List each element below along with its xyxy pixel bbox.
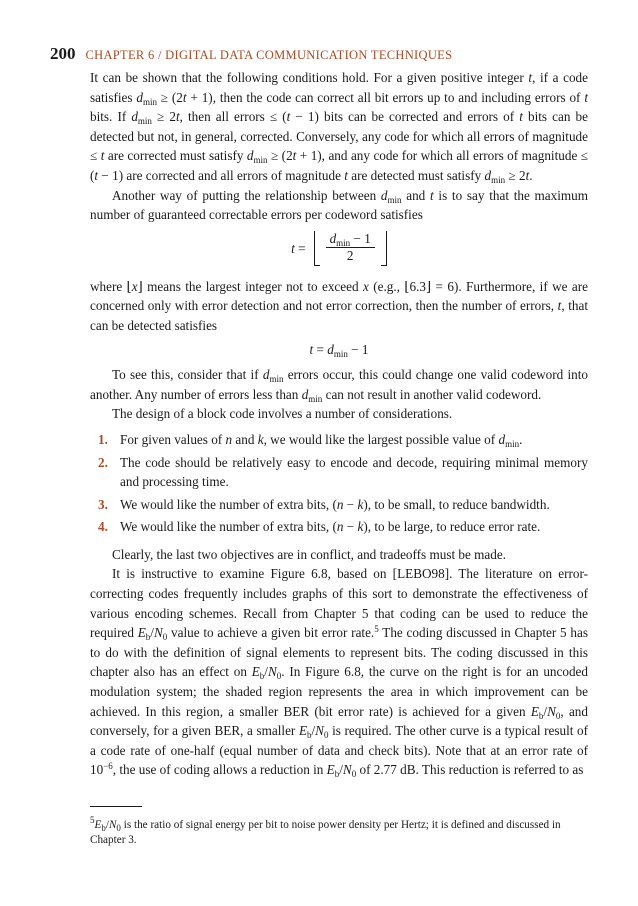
chapter-title: CHAPTER 6 / DIGITAL DATA COMMUNICATION TECHNIQUES	[85, 48, 453, 62]
list-item: 3. We would like the number of extra bits, (n − k), to be small, to reduce bandwidth.	[98, 496, 550, 512]
considerations-list	[90, 430, 588, 537]
equation-detection: $t = d_{min} - 1$	[309, 341, 369, 359]
footnote-marker: 5	[374, 624, 379, 635]
body-text	[90, 68, 588, 780]
list-item: 4. We would like the number of extra bits, (n − k), to be large, to reduce error rate.	[98, 519, 541, 535]
paragraph-relationship: Another way of putting the relationship between $d_{min}$ and t is to say that the maximum number of guaranteed correctable errors per codeword satisfies	[90, 187, 589, 223]
list-item: 1. For given values of n and k, we would like the largest possible value of $d_{min}$.	[98, 431, 523, 449]
list-item: 2. The code should be relatively easy to encode and decode, requiring minimal memory and processing time.	[98, 454, 588, 490]
page-number: 200	[50, 44, 76, 63]
paragraph-explanation: To see this, consider that if $d_{min}$ errors occur, this could change one valid codeword into another. Any number of errors less than $d_{min}$ can not result in another valid codeword.	[90, 367, 588, 404]
footnote-divider	[90, 806, 142, 807]
equation-floor: t = $\frac{d_{min} - 1}{2}$	[90, 227, 588, 271]
footnote: $^5E_b/N_0$ is the ratio of signal energy per bit to noise power density per Hertz; it is defined and discussed in Chapter 3.	[90, 815, 561, 846]
paragraph-floor-definition: where ⌊x⌋ means the largest integer not to exceed x (e.g., ⌊6.3⌋ = 6). Furthermore, if we are concerned only with error detection and not error correction, then the number of errors, t, that can be detected satisfies	[90, 278, 589, 333]
paragraph-figure-discussion: It is instructive to examine Figure 6.8, based on [LEBO98]. The literature on error-correcting codes frequently includes graphs of this sort to demonstrate the effectiveness of various encoding schemes. Recall from Chapter 5 that coding can be used to reduce the required $E_b/N_0$ value to achieve a given bit error rate.$^5$ The coding discussed in Chapter 5 has to do with the definition of signal elements to represent bits. The coding discussed in this chapter also has an effect on $E_b/N_0$. In Figure 6.8, the curve on the right is for an uncoded modulation system; the shaded region represents the area in which improvement can be achieved. In this region, a smaller BER (bit error rate) is achieved for a given $E_b/N_0$, and conversely, for a given BER, a smaller $E_b/N_0$ is required. The other curve is a typical result of a code rate of one-half (equal number of data and check bits). Note that at an error rate of $10^{-6}$, the use of coding allows a reduction in $E_b/N_0$ of 2.77 dB. This reduction is referred to as	[90, 566, 589, 780]
paragraph-tradeoffs: Clearly, the last two objectives are in conflict, and tradeoffs must be made.	[112, 546, 507, 562]
paragraph-considerations: The design of a block code involves a number of considerations.	[112, 406, 453, 422]
running-header	[50, 44, 452, 64]
paragraph-conditions: It can be shown that the following conditions hold. For a given positive integer t, if a code satisfies $d_{min} \ge (2t + 1)$, then the code can correct all bit errors up to and including errors of t bits. If $d_{min} \ge 2t$, then all errors ≤ (t − 1) bits can be corrected and errors of t bits can be detected but not, in general, corrected. Conversely, any code for which all errors of magnitude ≤ t are corrected must satisfy $d_{min} \ge (2t + 1)$, and any code for which all errors of magnitude ≤ (t − 1) are corrected and all errors of magnitude t are detected must satisfy $d_{min} \ge 2t$.	[90, 70, 588, 185]
